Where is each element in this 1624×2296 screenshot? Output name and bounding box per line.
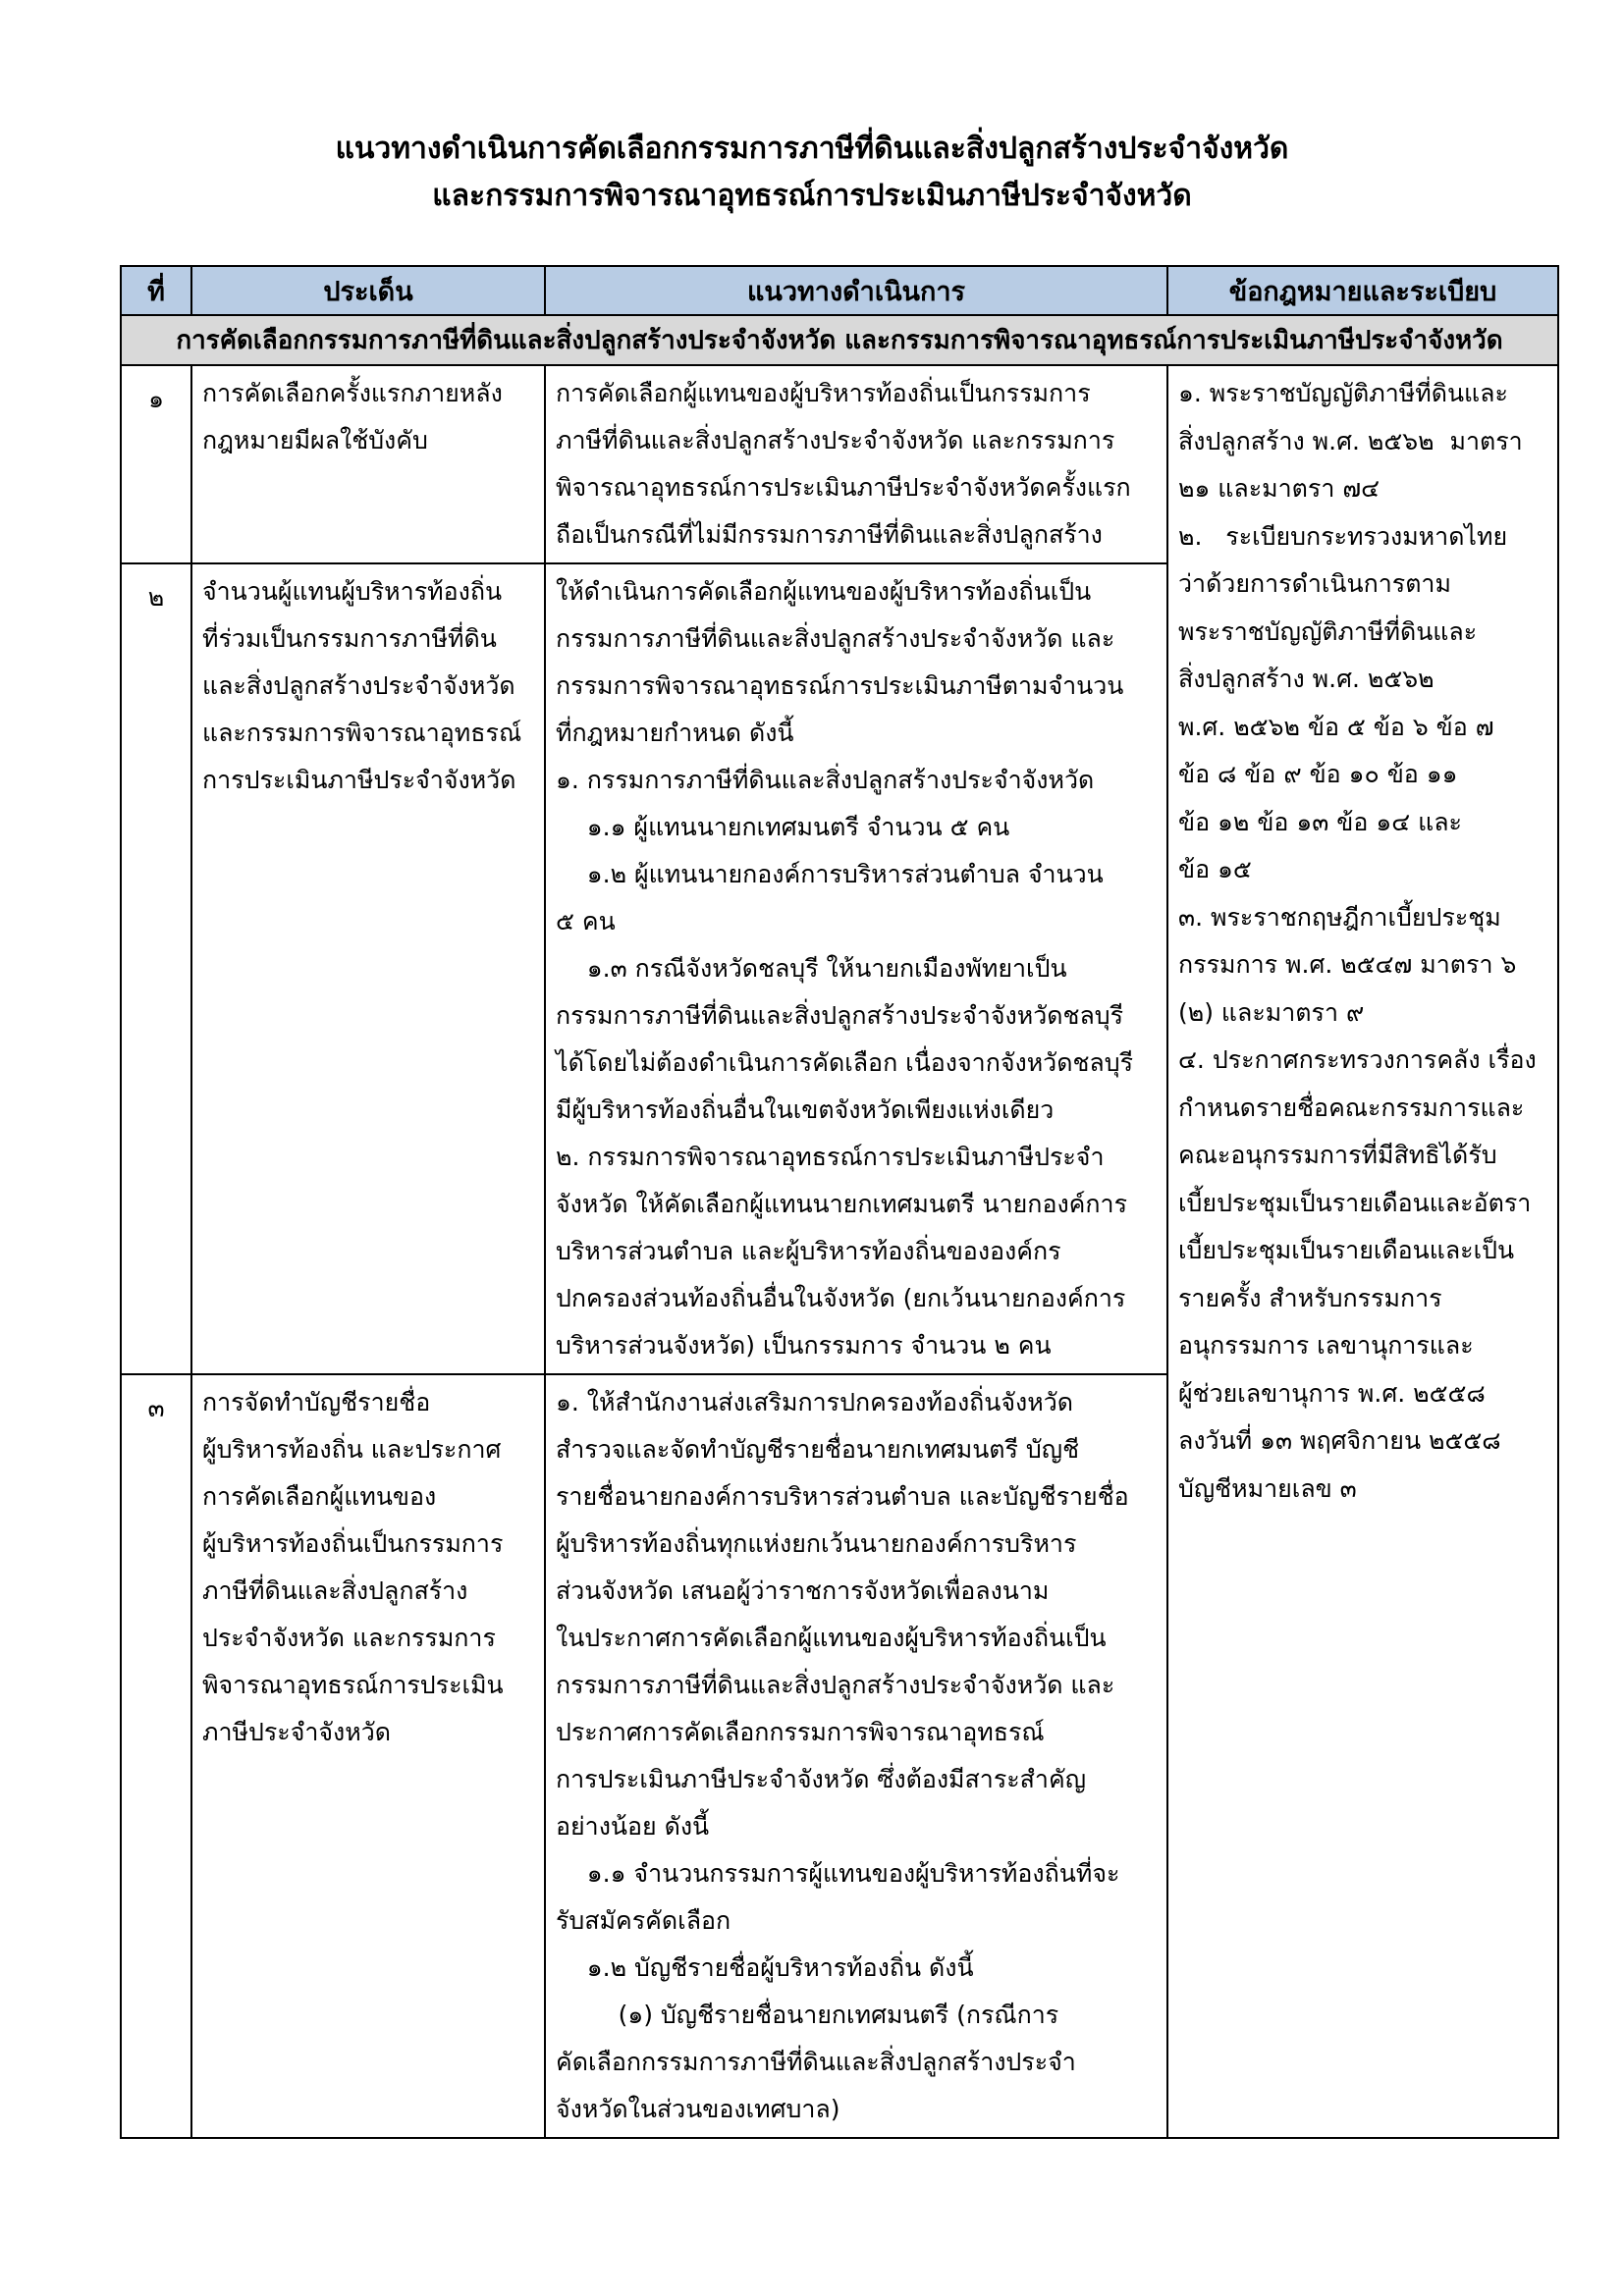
text-line: การจัดทำบัญชีรายชื่อ: [202, 1388, 431, 1416]
text-line: ในประกาศการคัดเลือกผู้แทนของผู้บริหารท้องถิ่นเป็น: [556, 1624, 1107, 1652]
text-line: ข้อ ๘ ข้อ ๙ ข้อ ๑๐ ข้อ ๑๑: [1178, 760, 1458, 788]
text-line: การคัดเลือกครั้งแรกภายหลัง: [202, 379, 503, 407]
text-line: ว่าด้วยการดำเนินการตาม: [1178, 569, 1451, 598]
text-line: ๑. พระราชบัญญัติภาษีที่ดินและ: [1178, 379, 1508, 407]
text-line: รายชื่อนายกองค์การบริหารส่วนตำบล และบัญชีรายชื่อ: [556, 1482, 1129, 1511]
issue-cell: [191, 563, 545, 1374]
section-title: การคัดเลือกกรรมการภาษีที่ดินและสิ่งปลูกสร้างประจำจังหวัด และกรรมการพิจารณาอุทธรณ์การประเมินภาษีประจำจังหวัด: [121, 315, 1558, 365]
header-issue: ประเด็น: [191, 266, 545, 315]
text-line: และสิ่งปลูกสร้างประจำจังหวัด: [202, 671, 515, 700]
guideline-cell: [545, 365, 1167, 563]
text-line: กฎหมายมีผลใช้บังคับ: [202, 426, 428, 454]
text-line: ส่วนจังหวัด เสนอผู้ว่าราชการจังหวัดเพื่อลงนาม: [556, 1576, 1050, 1605]
text-line: พิจารณาอุทธรณ์การประเมินภาษีประจำจังหวัดครั้งแรก: [556, 473, 1131, 502]
text-line: บัญชีหมายเลข ๓: [1178, 1473, 1357, 1503]
guideline-cell: [545, 1374, 1167, 2138]
text-line: คัดเลือกกรรมการภาษีที่ดินและสิ่งปลูกสร้างประจำ: [556, 2048, 1076, 2076]
text-line: ๑.๒ ผู้แทนนายกองค์การบริหารส่วนตำบล จำนวน: [556, 860, 1104, 888]
text-line: มีผู้บริหารท้องถิ่นอื่นในเขตจังหวัดเพียงแห่งเดียว: [556, 1095, 1055, 1124]
text-line: ได้โดยไม่ต้องดำเนินการคัดเลือก เนื่องจากจังหวัดชลบุรี: [556, 1048, 1134, 1077]
text-line: กำหนดรายชื่อคณะกรรมการและ: [1178, 1093, 1525, 1122]
header-guideline: แนวทางดำเนินการ: [545, 266, 1167, 315]
issue-cell: [191, 1374, 545, 2138]
law-cell: [1167, 365, 1558, 2138]
text-line: กรรมการ พ.ศ. ๒๕๔๗ มาตรา ๖: [1178, 950, 1517, 979]
text-line: การประเมินภาษีประจำจังหวัด: [202, 766, 516, 794]
row-number: ๒: [121, 563, 191, 1374]
text-line: กรรมการพิจารณาอุทธรณ์การประเมินภาษีตามจำนวน: [556, 671, 1124, 700]
text-line: เบี้ยประชุมเป็นรายเดือนและอัตรา: [1178, 1188, 1532, 1217]
text-line: สำรวจและจัดทำบัญชีรายชื่อนายกเทศมนตรี บัญชี: [556, 1435, 1080, 1464]
text-line: ที่ร่วมเป็นกรรมการภาษีที่ดิน: [202, 624, 497, 653]
text-line: ปกครองส่วนท้องถิ่นอื่นในจังหวัด (ยกเว้นนายกองค์การ: [556, 1284, 1126, 1312]
text-line: ๔. ประกาศกระทรวงการคลัง เรื่อง: [1178, 1045, 1537, 1074]
text-line: พระราชบัญญัติภาษีที่ดินและ: [1178, 616, 1478, 646]
text-line: กรรมการภาษีที่ดินและสิ่งปลูกสร้างประจำจังหวัดชลบุรี: [556, 1001, 1124, 1030]
text-line: เบี้ยประชุมเป็นรายเดือนและเป็น: [1178, 1236, 1515, 1264]
text-line: ๑.๒ บัญชีรายชื่อผู้บริหารท้องถิ่น ดังนี้: [556, 1953, 974, 1982]
text-line: การคัดเลือกผู้แทนของผู้บริหารท้องถิ่นเป็นกรรมการ: [556, 379, 1091, 407]
text-line: และกรรมการพิจารณาอุทธรณ์: [202, 719, 522, 747]
text-line: ภาษีที่ดินและสิ่งปลูกสร้าง: [202, 1576, 468, 1605]
text-line: พ.ศ. ๒๕๖๒ ข้อ ๕ ข้อ ๖ ข้อ ๗: [1178, 712, 1494, 741]
text-line: การประเมินภาษีประจำจังหวัด ซึ่งต้องมีสาระสำคัญ: [556, 1765, 1086, 1793]
header-law: ข้อกฎหมายและระเบียบ: [1167, 266, 1558, 315]
text-line: ๑.๑ ผู้แทนนายกเทศมนตรี จำนวน ๕ คน: [556, 813, 1010, 841]
section-row: [121, 315, 1558, 365]
text-line: รายครั้ง สำหรับกรรมการ: [1178, 1283, 1442, 1312]
text-line: ๒๑ และมาตรา ๗๔: [1178, 474, 1380, 503]
text-line: (๒) และมาตรา ๙: [1178, 997, 1365, 1027]
text-line: ๓. พระราชกฤษฎีกาเบี้ยประชุม: [1178, 902, 1501, 932]
header-row: [121, 266, 1558, 315]
text-line: ผู้บริหารท้องถิ่นทุกแห่งยกเว้นนายกองค์การบริหาร: [556, 1529, 1077, 1558]
row-number: ๑: [121, 365, 191, 563]
text-line: ข้อ ๑๒ ข้อ ๑๓ ข้อ ๑๔ และ: [1178, 807, 1462, 836]
document-title: [0, 126, 1624, 220]
text-line: กรรมการภาษีที่ดินและสิ่งปลูกสร้างประจำจังหวัด และ: [556, 1671, 1115, 1699]
text-line: ที่กฎหมายกำหนด ดังนี้: [556, 719, 794, 747]
text-line: ประจำจังหวัด และกรรมการ: [202, 1624, 496, 1652]
text-line: ข้อ ๑๕: [1178, 855, 1252, 883]
text-line: กรรมการภาษีที่ดินและสิ่งปลูกสร้างประจำจังหวัด และ: [556, 624, 1115, 653]
text-line: ๑. ให้สำนักงานส่งเสริมการปกครองท้องถิ่นจังหวัด: [556, 1388, 1074, 1416]
title-line-2: และกรรมการพิจารณาอุทธรณ์การประเมินภาษีประจำจังหวัด: [432, 179, 1192, 213]
text-line: อย่างน้อย ดังนี้: [556, 1812, 710, 1841]
text-line: (๑) บัญชีรายชื่อนายกเทศมนตรี (กรณีการ: [556, 2001, 1059, 2029]
text-line: ๑.๑ จำนวนกรรมการผู้แทนของผู้บริหารท้องถิ่นที่จะ: [556, 1859, 1120, 1888]
issue-cell: [191, 365, 545, 563]
text-line: ภาษีที่ดินและสิ่งปลูกสร้างประจำจังหวัด และกรรมการ: [556, 426, 1115, 454]
text-line: รับสมัครคัดเลือก: [556, 1906, 731, 1935]
guideline-table: [120, 265, 1559, 2139]
title-line-1: แนวทางดำเนินการคัดเลือกกรรมการภาษีที่ดินและสิ่งปลูกสร้างประจำจังหวัด: [335, 132, 1289, 166]
text-line: ประกาศการคัดเลือกกรรมการพิจารณาอุทธรณ์: [556, 1718, 1045, 1746]
text-line: ผู้ช่วยเลขานุการ พ.ศ. ๒๕๕๘: [1178, 1378, 1486, 1408]
text-line: ๒. กรรมการพิจารณาอุทธรณ์การประเมินภาษีประจำ: [556, 1143, 1105, 1171]
header-no: ที่: [121, 266, 191, 315]
text-line: ให้ดำเนินการคัดเลือกผู้แทนของผู้บริหารท้องถิ่นเป็น: [556, 577, 1092, 606]
text-line: อนุกรรมการ เลขานุการและ: [1178, 1331, 1474, 1360]
text-line: บริหารส่วนจังหวัด) เป็นกรรมการ จำนวน ๒ คน: [556, 1331, 1052, 1360]
text-line: ๑. กรรมการภาษีที่ดินและสิ่งปลูกสร้างประจำจังหวัด: [556, 766, 1095, 794]
text-line: ลงวันที่ ๑๓ พฤศจิกายน ๒๕๕๘: [1178, 1426, 1501, 1455]
text-line: ๒. ระเบียบกระทรวงมหาดไทย: [1178, 521, 1508, 551]
text-line: พิจารณาอุทธรณ์การประเมิน: [202, 1671, 504, 1699]
text-line: ถือเป็นกรณีที่ไม่มีกรรมการภาษีที่ดินและสิ่งปลูกสร้าง: [556, 520, 1103, 549]
text-line: บริหารส่วนตำบล และผู้บริหารท้องถิ่นขององค์กร: [556, 1237, 1061, 1265]
text-line: คณะอนุกรรมการที่มีสิทธิได้รับ: [1178, 1141, 1497, 1169]
text-line: จังหวัดในส่วนของเทศบาล): [556, 2095, 840, 2123]
text-line: ๑.๓ กรณีจังหวัดชลบุรี ให้นายกเมืองพัทยาเป็น: [556, 954, 1067, 983]
text-line: จำนวนผู้แทนผู้บริหารท้องถิ่น: [202, 577, 503, 606]
text-line: สิ่งปลูกสร้าง พ.ศ. ๒๕๖๒: [1178, 665, 1435, 693]
text-line: การคัดเลือกผู้แทนของ: [202, 1482, 437, 1511]
text-line: ผู้บริหารท้องถิ่นเป็นกรรมการ: [202, 1529, 504, 1558]
text-line: สิ่งปลูกสร้าง พ.ศ. ๒๕๖๒ มาตรา: [1178, 426, 1523, 455]
row-number: ๓: [121, 1374, 191, 2138]
text-line: จังหวัด ให้คัดเลือกผู้แทนนายกเทศมนตรี นายกองค์การ: [556, 1190, 1127, 1218]
table-row: [121, 365, 1558, 563]
text-line: ผู้บริหารท้องถิ่น และประกาศ: [202, 1435, 502, 1464]
text-line: ภาษีประจำจังหวัด: [202, 1718, 392, 1746]
text-line: ๕ คน: [556, 907, 616, 935]
guideline-cell: [545, 563, 1167, 1374]
